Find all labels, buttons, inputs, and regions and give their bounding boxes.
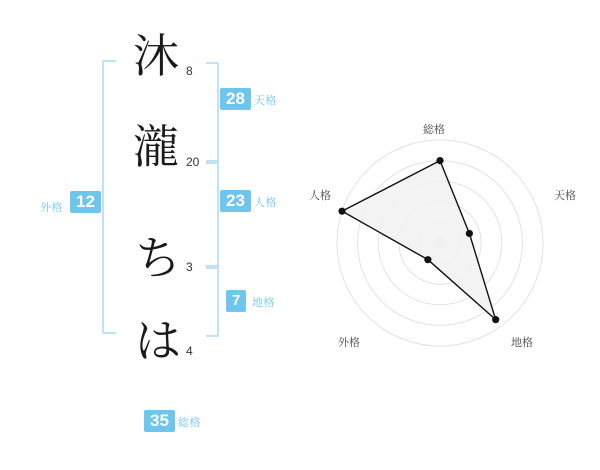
axis-label-chikaku: 地格 <box>511 337 533 349</box>
axis-label-gaikaku: 外格 <box>338 337 360 349</box>
stroke-count-4: 4 <box>186 344 193 358</box>
jinkaku-bracket <box>206 160 219 269</box>
radar-vertex-人格 <box>338 208 345 215</box>
stroke-count-2: 20 <box>186 155 200 169</box>
radar-vertex-外格 <box>424 256 431 263</box>
name-char-4: は <box>135 314 181 368</box>
name-char-2: 瀧 <box>133 120 179 174</box>
soukaku-badge: 35 <box>144 410 175 432</box>
jinkaku-label: 人格 <box>254 197 277 209</box>
outer-bracket <box>102 60 116 334</box>
radar-chart-svg <box>300 0 600 470</box>
gaikaku-badge: 12 <box>70 191 101 213</box>
chikaku-badge: 7 <box>226 290 246 312</box>
chikaku-label: 地格 <box>252 297 275 309</box>
chikaku-bracket <box>206 265 219 337</box>
stroke-count-1: 8 <box>186 64 193 78</box>
radar-polygon <box>342 161 496 320</box>
radar-vertex-天格 <box>466 230 473 237</box>
tenkaku-label: 天格 <box>254 95 277 107</box>
radar-chart-panel <box>300 0 600 470</box>
axis-label-tenkaku: 天格 <box>554 190 576 202</box>
radar-vertex-地格 <box>492 316 499 323</box>
jinkaku-badge: 23 <box>220 190 251 212</box>
axis-label-jinkaku: 人格 <box>309 190 331 202</box>
radar-vertex-総格 <box>436 157 443 164</box>
axis-label-soukaku: 総格 <box>423 124 445 136</box>
soukaku-label: 総格 <box>178 417 201 429</box>
gaikaku-label: 外格 <box>40 202 63 214</box>
tenkaku-bracket <box>206 62 219 164</box>
stroke-count-3: 3 <box>186 260 193 274</box>
tenkaku-badge: 28 <box>220 88 251 110</box>
name-char-3: ち <box>135 231 181 285</box>
name-char-1: 沐 <box>133 29 179 83</box>
